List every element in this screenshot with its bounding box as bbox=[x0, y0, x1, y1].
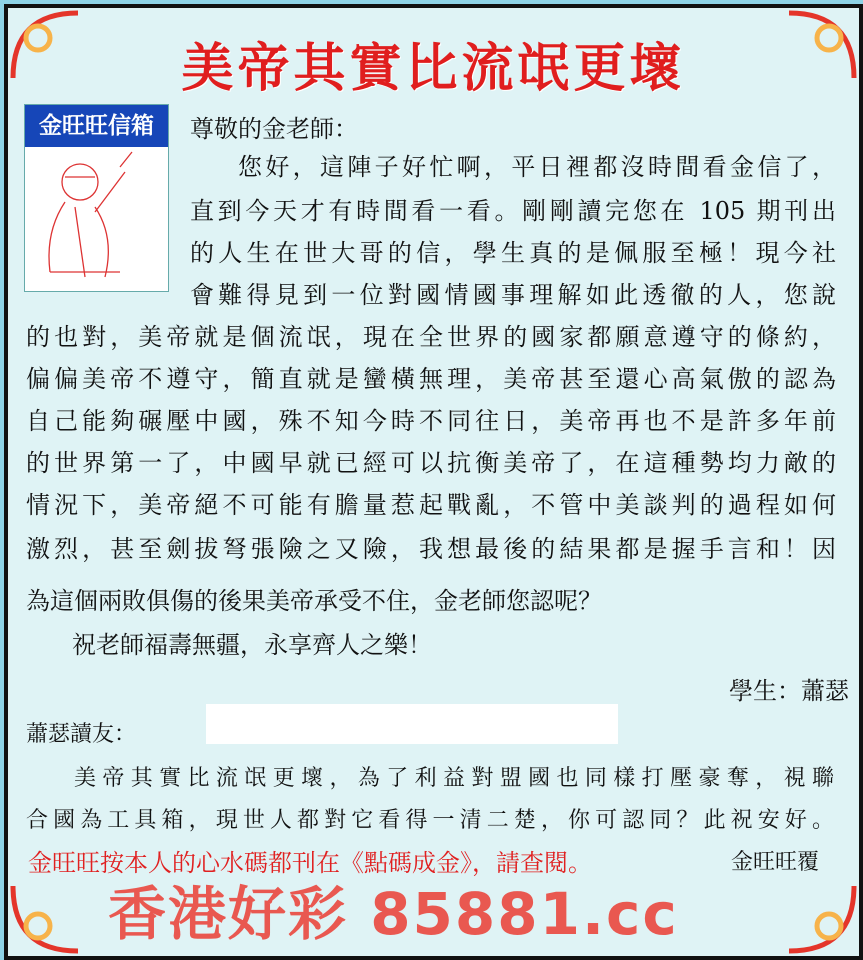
letter-signature: 學生：蕭瑟 bbox=[729, 677, 849, 705]
footer-note: 金旺旺按本人的心水碼都刊在《點碼成金》，請查閱。 bbox=[28, 849, 592, 877]
newspaper-page bbox=[4, 4, 863, 960]
redacted-area bbox=[206, 704, 618, 744]
letter-line: 自己能夠碾壓中國，殊不知今時不同往日，美帝再也不是許多年前 bbox=[26, 407, 836, 435]
letter-closing: 祝老師福壽無疆，永享齊人之樂！ bbox=[72, 631, 432, 659]
letter-line: 情況下，美帝絕不可能有膽量惹起戰亂，不管中美談判的過程如何 bbox=[26, 491, 836, 519]
watermark: 香港好彩 85881.cc bbox=[108, 880, 679, 948]
letter-line: 的也對，美帝就是個流氓，現在全世界的國家都願意遵守的條約， bbox=[26, 323, 836, 351]
reply-line: 合國為工具箱，現世人都對它看得一清二楚，你可認同？此祝安好。 bbox=[26, 808, 834, 833]
letter-line: 為這個兩敗俱傷的後果美帝承受不住，金老師您認呢？ bbox=[26, 587, 602, 615]
reply-signature: 金旺旺覆 bbox=[730, 850, 819, 875]
headline: 美帝其實比流氓更壞 bbox=[181, 38, 686, 99]
corner-ornament-icon bbox=[8, 881, 103, 956]
column-logo bbox=[24, 104, 169, 292]
reply-line: 美帝其實比流氓更壞，為了利益對盟國也同樣打壓豪奪，視聯 bbox=[74, 766, 834, 791]
letter-line: 直到今天才有時間看一看。剛剛讀完您在 105 期刊出 bbox=[190, 197, 836, 225]
teacher-sketch-icon bbox=[25, 147, 168, 289]
letter-salutation: 尊敬的金老師： bbox=[190, 115, 358, 143]
corner-ornament-icon bbox=[764, 881, 859, 956]
reply-salutation: 蕭瑟讀友： bbox=[26, 722, 137, 747]
letter-line: 的世界第一了，中國早就已經可以抗衡美帝了，在這種勢均力敵的 bbox=[26, 449, 836, 477]
letter-line: 會難得見到一位對國情國事理解如此透徹的人，您說 bbox=[190, 281, 836, 309]
letter-line: 激烈，甚至劍拔弩張險之又險，我想最後的結果都是握手言和！因 bbox=[26, 535, 836, 563]
letter-line: 的人生在世大哥的信，學生真的是佩服至極！現今社 bbox=[190, 239, 836, 267]
letter-line: 您好，這陣子好忙啊，平日裡都沒時間看金信了， bbox=[238, 153, 836, 181]
letter-line: 偏偏美帝不遵守，簡直就是蠻橫無理，美帝甚至還心高氣傲的認為 bbox=[26, 365, 836, 393]
column-logo-text: 金旺旺信箱 bbox=[25, 105, 168, 147]
